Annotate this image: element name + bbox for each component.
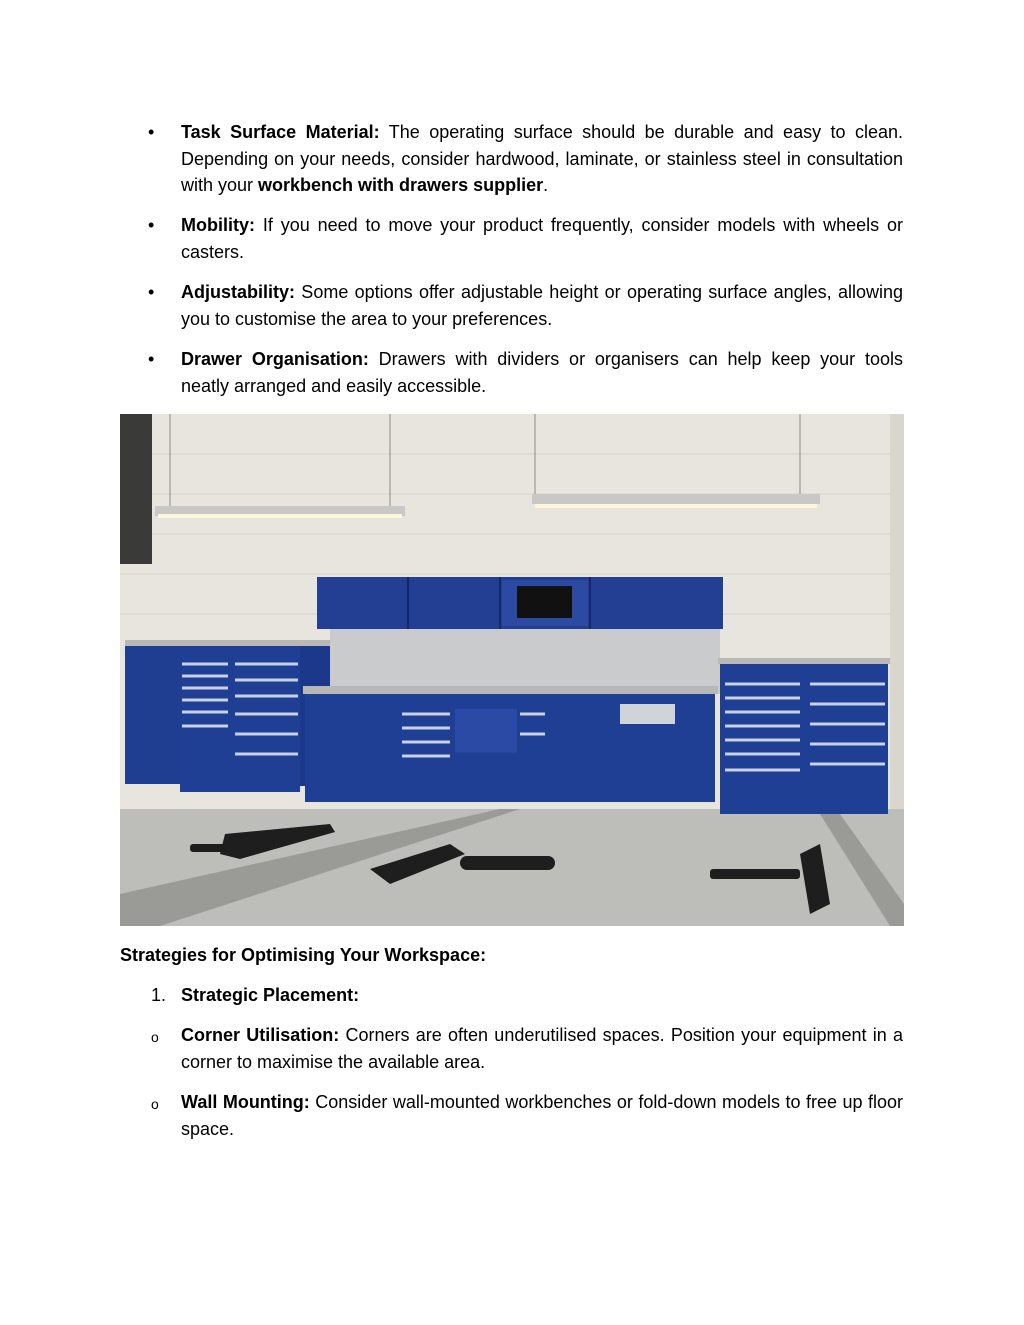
bullet-marker: • [148, 282, 155, 302]
sub-bullet-marker: o [151, 1029, 159, 1045]
section-heading: Strategies for Optimising Your Workspace: [120, 945, 487, 965]
supplier-link-text: workbench with drawers supplier [258, 175, 544, 195]
bullet-item-adjustability [181, 279, 903, 332]
sub-item-term: Corner Utilisation: [181, 1025, 340, 1045]
bullet-text-end: . [543, 175, 549, 195]
sub-item-wall-mounting [181, 1089, 903, 1142]
numbered-item-strategic-placement [181, 982, 903, 1009]
bullet-marker: • [148, 215, 155, 235]
bullet-item-drawer-organisation [181, 346, 903, 399]
bullet-text: Some options offer adjustable height or operating surface angles, allowing you to customise the area to your preferences. [181, 282, 903, 329]
bullet-text: If you need to move your product frequently, consider models with wheels or casters. [181, 215, 903, 262]
bullet-item-mobility [181, 212, 903, 265]
numbered-label: Strategic Placement: [181, 985, 360, 1005]
numbered-marker: 1. [151, 985, 167, 1005]
sub-item-text: Corners are often underutilised spaces. Position your equipment in a corner to maximise the available area. [181, 1025, 904, 1072]
bullet-text: The operating surface should be durable and easy to clean. Depending on your needs, consider hardwood, laminate, or stainless steel in consultation with your [181, 122, 903, 195]
bullet-term: Task Surface Material: [181, 122, 380, 142]
bullet-marker: • [148, 349, 155, 369]
bullet-term: Mobility: [181, 215, 255, 235]
bullet-term: Drawer Organisation: [181, 349, 369, 369]
sub-item-text: Consider wall-mounted workbenches or fold-down models to free up floor space. [181, 1092, 904, 1139]
sub-item-term: Wall Mounting: [181, 1092, 310, 1112]
workshop-photo [120, 414, 904, 926]
sub-bullet-marker: o [151, 1096, 159, 1112]
bullet-text: Drawers with dividers or organisers can help keep your tools neatly arranged and easily accessible. [181, 349, 903, 396]
sub-item-corner-utilisation [181, 1022, 903, 1075]
bullet-marker: • [148, 122, 155, 142]
workshop-illustration [120, 414, 904, 926]
bullet-term: Adjustability: [181, 282, 296, 302]
bullet-item-task-surface [181, 119, 903, 199]
